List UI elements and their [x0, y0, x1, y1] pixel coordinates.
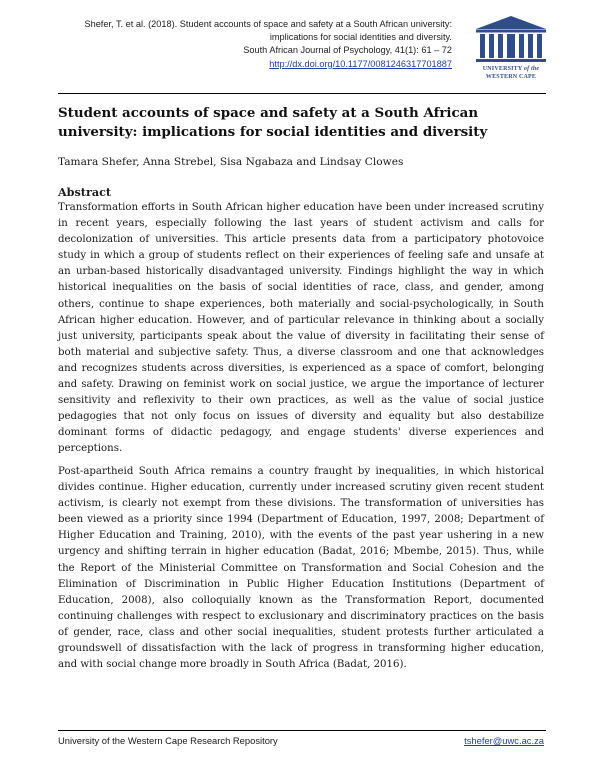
- abstract-text: Transformation efforts in South African higher education have been under increased scrutiny in recent years, especially following the last years of student activism and calls for decolonization of universities. This article presents data from a participatory photovoice study in which a group of students reflect on their experiences of feeling safe and unsafe at an urban-based historically disadvantaged university. Findings highlight the way in which historical inequalities on the basis of social identities of race, class, and gender, among others, continue to shape experiences, both materially and social-psychologically, in South African higher education. However, and of particular relevance in thinking about a socially just university, participants speak about the value of diversity in facilitating their sense of both material and subjective safety. Thus, a diverse classroom and one that acknowledges and recognizes students across diversities, is experienced as a space of comfort, belonging and safety. Drawing on feminist work on social justice, we argue the importance of lecturer sensitivity and reflexivity to their own practices, as well as the value of social justice pedagogies that not only focus on issues of diversity and equality but also destabilize dominant forms of didactic pedagogy, and engage students' diverse experiences and perceptions.: [58, 202, 544, 455]
- citation-line-3: South African Journal of Psychology, 41(1): 61 – 72: [243, 45, 452, 56]
- footer-divider: [58, 730, 546, 731]
- body-paragraph: Post-apartheid South Africa remains a country fraught by inequalities, in which historical divides continue. Higher education, currently under increased scrutiny given recent student activism, is clearly not exempt from these divisions. The transformation of universities has been viewed as a priority since 1994 (Department of Education, 1997, 2008; Department of Higher Education and Training, 2010), with the events of the past year ushering in a new urgency and shifting terrain in higher education (Badat, 2016; Mbembe, 2015). Thus, while the Report of the Ministerial Committee on Transformation and Social Cohesion and the Elimination of Discrimination in Public Higher Education Institutions (Department of Education, 2008), also colloquially known as the Transformation Report, documented continuing challenges with respect to exclusionary and discriminatory practices on the basis of gender, race, class and other social inequalities, student protests further articulated a groundswell of dissatisfaction with the lack of progress in transforming higher education, and with social change more broadly in South Africa (Badat, 2016).: [58, 466, 544, 671]
- header-divider: [58, 93, 546, 94]
- doi-link[interactable]: http://dx.doi.org/10.1177/0081246317701887: [269, 58, 452, 69]
- citation-line-2: implications for social identities and diversity.: [269, 32, 452, 43]
- logo-text: [470, 66, 552, 81]
- logo-line-1b: of the: [523, 66, 540, 72]
- logo-line-1: UNIVERSITY: [482, 66, 523, 72]
- abstract-heading: Abstract: [58, 185, 112, 199]
- citation-header: [52, 18, 452, 71]
- author-email-link[interactable]: tshefer@uwc.ac.za: [464, 735, 544, 746]
- citation-line-1: Shefer, T. et al. (2018). Student accounts of space and safety at a South African university:: [84, 19, 452, 29]
- article-title: Student accounts of space and safety at a South African university: implications for social identities and diversity: [58, 105, 488, 140]
- university-building-icon: [470, 14, 552, 66]
- logo-line-2: WESTERN CAPE: [485, 73, 537, 80]
- footer-repository: University of the Western Cape Research Repository: [58, 735, 278, 746]
- university-logo: [470, 14, 552, 88]
- article-authors: Tamara Shefer, Anna Strebel, Sisa Ngabaza and Lindsay Clowes: [58, 156, 404, 168]
